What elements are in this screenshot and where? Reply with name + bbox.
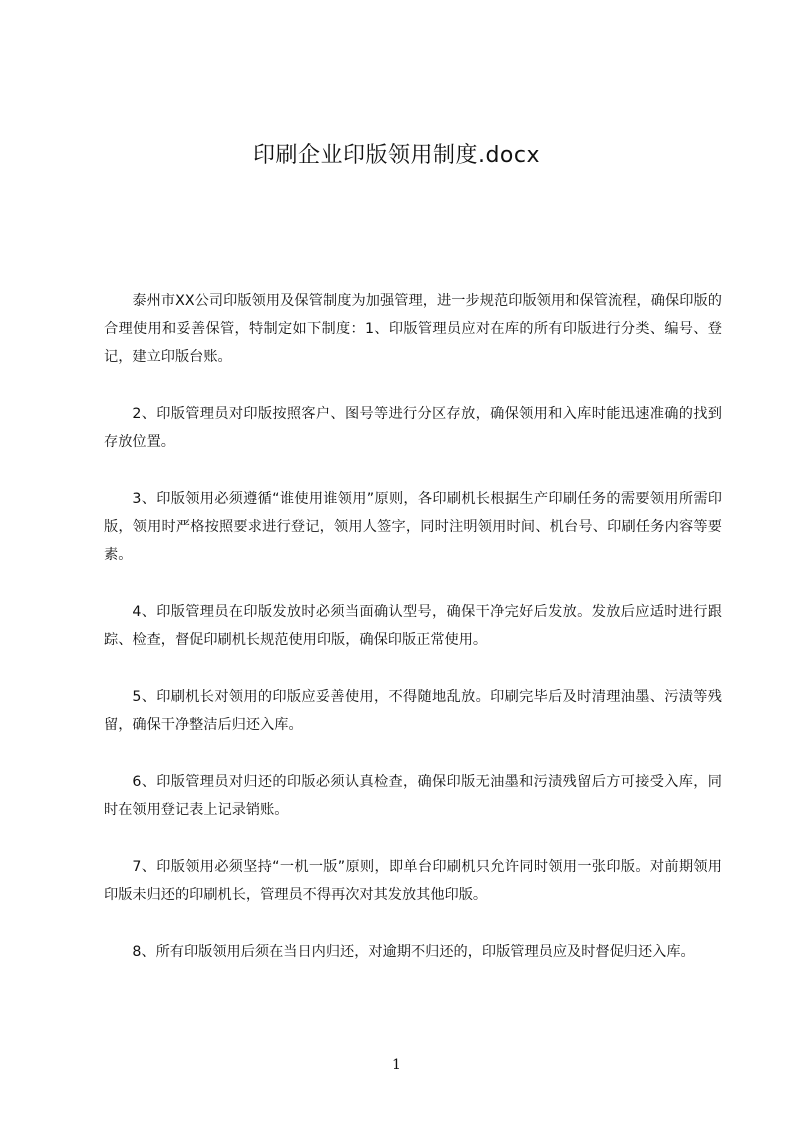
paragraph-8: 8、所有印版领用后须在当日内归还，对逾期不归还的，印版管理员应及时督促归还入库。 — [132, 944, 695, 960]
paragraph-intro: 泰州市XX公司印版领用及保管制度为加强管理，进一步规范印版领用和保管流程，确保印版的合理使用和妥善保管，特制定如下制度：1、印版管理员应对在库的所有印版进行分类、编号、登记，建立印版台账。 — [104, 293, 722, 365]
paragraph-6: 6、印版管理员对归还的印版必须认真检查，确保印版无油墨和污渍残留后方可接受入库，同时在领用登记表上记录销账。 — [104, 774, 722, 818]
paragraph-7: 7、印版领用必须坚持“一机一版”原则，即单台印刷机只允许同时领用一张印版。对前期领用印版未归还的印刷机长，管理员不得再次对其发放其他印版。 — [104, 859, 722, 903]
document-title: 印刷企业印版领用制度.docx — [252, 143, 541, 168]
paragraph-5: 5、印刷机长对领用的印版应妥善使用，不得随地乱放。印刷完毕后及时清理油墨、污渍等残留，确保干净整洁后归还入库。 — [104, 689, 722, 733]
document-body — [104, 287, 722, 995]
paragraph-4: 4、印版管理员在印版发放时必须当面确认型号，确保干净完好后发放。发放后应适时进行跟踪、检查，督促印刷机长规范使用印版，确保印版正常使用。 — [104, 604, 722, 648]
page-number: 1 — [392, 1057, 401, 1073]
paragraph-3: 3、印版领用必须遵循“谁使用谁领用”原则，各印刷机长根据生产印刷任务的需要领用所需印版，领用时严格按照要求进行登记，领用人签字，同时注明领用时间、机台号、印刷任务内容等要素。 — [104, 491, 722, 563]
paragraph-2: 2、印版管理员对印版按照客户、图号等进行分区存放，确保领用和入库时能迅速准确的找到存放位置。 — [104, 406, 722, 450]
